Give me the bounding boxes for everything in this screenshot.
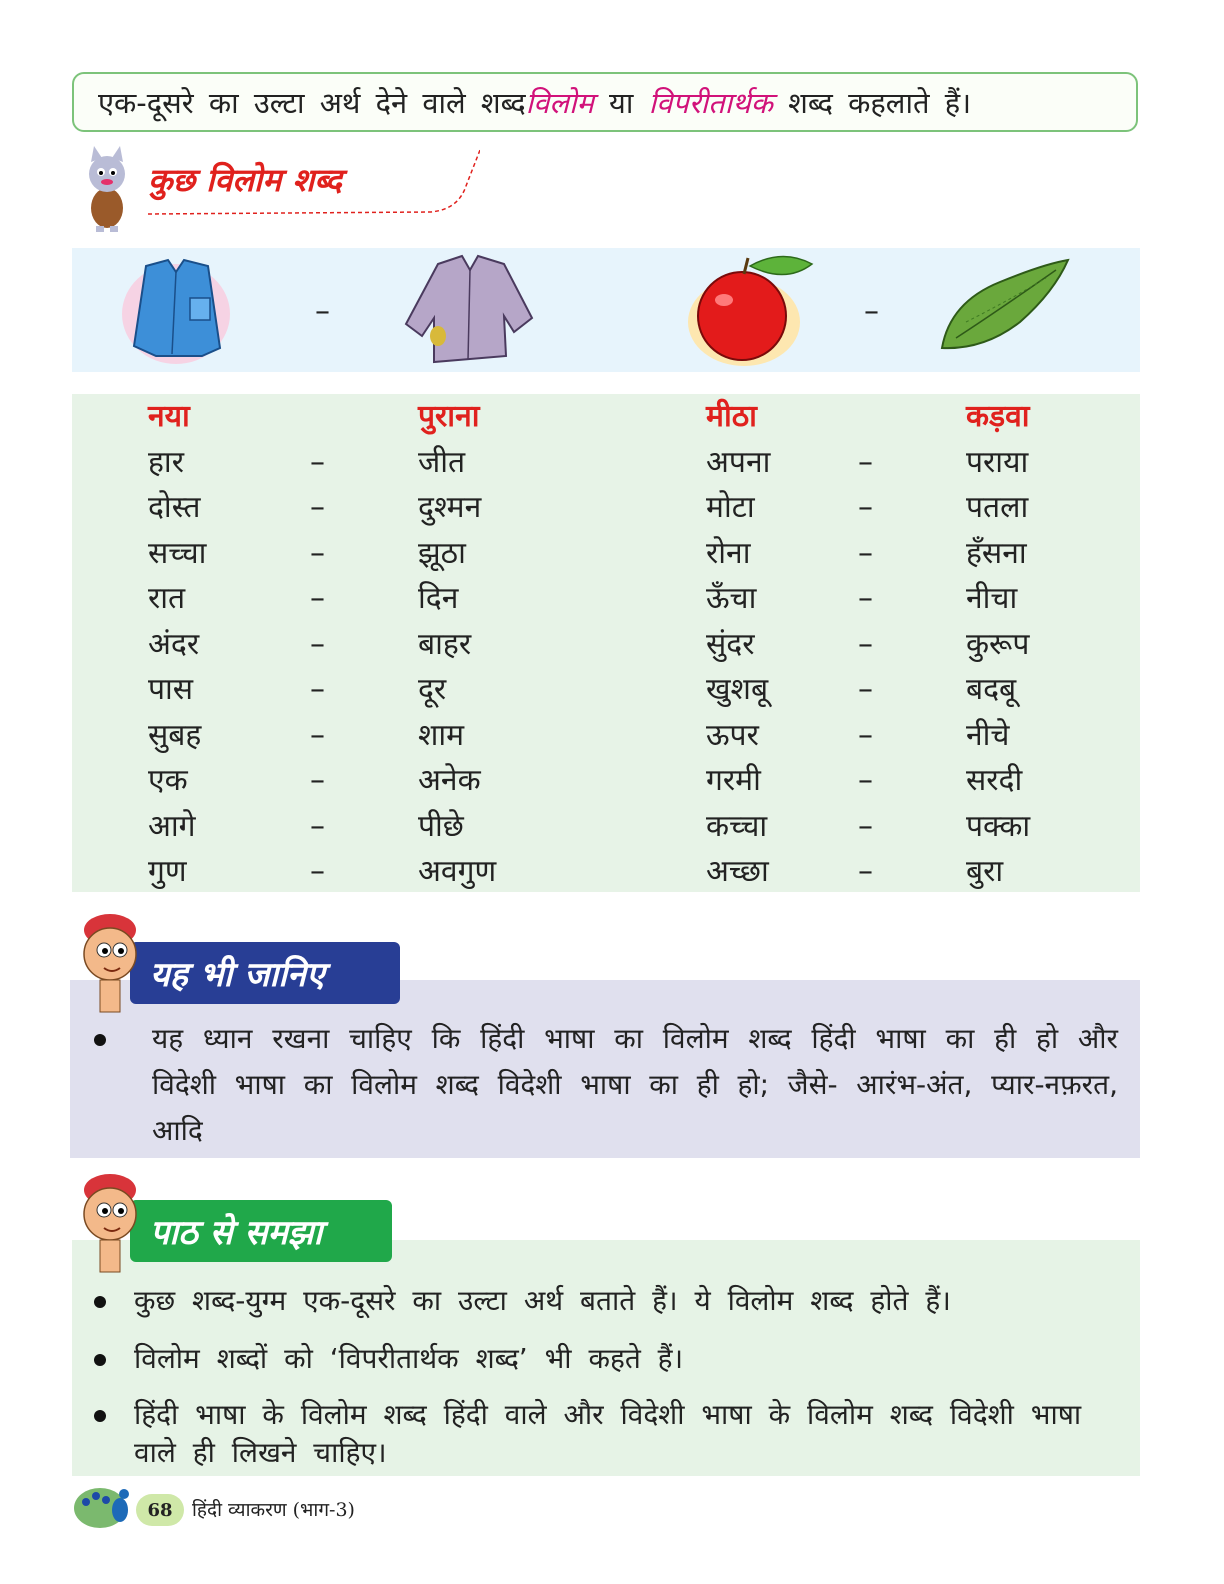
column-left-opposites xyxy=(418,394,496,895)
table-cell: दोस्त xyxy=(148,490,201,525)
dash: – xyxy=(858,444,873,480)
definition-text-1: एक-दूसरे का उल्टा अर्थ देने वाले शब्द xyxy=(98,85,526,120)
dash: – xyxy=(858,672,873,707)
table-cell: नीचे xyxy=(966,717,1010,753)
apple-image xyxy=(684,250,816,368)
table-cell: शाम xyxy=(418,717,465,753)
table-cell: बदबू xyxy=(966,672,1017,707)
dash: – xyxy=(858,490,873,525)
table-cell: पास xyxy=(148,672,194,707)
header-naya: नया xyxy=(148,399,190,434)
dash: – xyxy=(310,490,325,525)
dash: – xyxy=(310,444,325,480)
column-dashes-right xyxy=(858,440,873,895)
know-also-text: यह ध्यान रखना चाहिए कि हिंदी भाषा का विलोम शब्द हिंदी भाषा का ही हो और विदेशी भाषा का विलोम शब्द विदेशी भाषा का ही हो; जैसे- आरंभ-अंत, प्यार-नफ़रत, आदि xyxy=(152,1022,1118,1147)
dash: – xyxy=(858,808,873,844)
section-title: कुछ विलोम शब्द xyxy=(148,161,342,199)
table-cell: अच्छा xyxy=(706,854,769,889)
table-cell: दूर xyxy=(418,672,447,707)
bitter-gourd-image xyxy=(936,252,1076,360)
picture-dash-2: – xyxy=(864,294,879,329)
bullet-dot xyxy=(94,1410,106,1422)
dash: – xyxy=(310,808,325,844)
header-purana: पुराना xyxy=(418,399,480,434)
table-cell: झूठा xyxy=(418,535,466,571)
learned-item-2: विलोम शब्दों को ‘विपरीतार्थक शब्द’ भी कहते हैं। xyxy=(134,1342,684,1375)
know-also-title: यह भी जानिए xyxy=(130,942,400,1004)
dash: – xyxy=(310,854,325,889)
table-cell: अनेक xyxy=(418,763,481,798)
table-cell: पक्का xyxy=(966,808,1031,844)
table-cell: कुरूप xyxy=(966,626,1030,662)
dash: – xyxy=(858,717,873,753)
column-dashes-left xyxy=(310,440,325,895)
definition-box xyxy=(72,72,1138,132)
table-cell: सुबह xyxy=(148,717,202,753)
book-title: हिंदी व्याकरण (भाग-3) xyxy=(192,1499,355,1521)
new-shirt-image xyxy=(116,252,236,368)
dash: – xyxy=(310,763,325,798)
table-cell: बाहर xyxy=(418,626,472,662)
dash: – xyxy=(310,717,325,753)
page-number: 68 xyxy=(136,1494,184,1526)
term-vilom: विलोम xyxy=(525,85,594,120)
dash: – xyxy=(310,626,325,662)
column-right-words xyxy=(706,394,770,895)
column-right-opposites xyxy=(966,394,1030,895)
table-cell: सुंदर xyxy=(706,626,755,662)
boy-mascot-illustration xyxy=(70,910,150,1014)
bullet-dot xyxy=(94,1296,106,1308)
old-shirt-image xyxy=(404,252,536,368)
table-cell: कच्चा xyxy=(706,808,768,844)
table-cell: दुश्मन xyxy=(418,490,482,525)
table-cell: जीत xyxy=(418,444,466,480)
table-cell: पीछे xyxy=(418,808,464,844)
table-cell: गरमी xyxy=(706,763,761,798)
dash: – xyxy=(310,581,325,616)
table-cell: हार xyxy=(148,444,184,480)
boy-mascot-illustration-2 xyxy=(70,1170,150,1274)
dash: – xyxy=(858,854,873,889)
definition-text-3: शब्द कहलाते हैं। xyxy=(772,85,972,120)
table-cell: ऊपर xyxy=(706,717,759,753)
dash: – xyxy=(310,535,325,571)
table-cell: आगे xyxy=(148,808,196,844)
term-vipreetarthak: विपरीतार्थक xyxy=(648,85,773,120)
bullet-dot xyxy=(94,1034,106,1046)
table-cell: रात xyxy=(148,581,186,616)
table-cell: बुरा xyxy=(966,854,1004,889)
dash: – xyxy=(310,672,325,707)
table-cell: सच्चा xyxy=(148,535,207,571)
learned-item-1: कुछ शब्द-युग्म एक-दूसरे का उल्टा अर्थ बताते हैं। ये विलोम शब्द होते हैं। xyxy=(134,1284,951,1317)
table-cell: अपना xyxy=(706,444,771,480)
header-kadva: कड़वा xyxy=(966,399,1030,434)
dash: – xyxy=(858,581,873,616)
table-cell: सरदी xyxy=(966,763,1023,798)
table-cell: नीचा xyxy=(966,581,1018,616)
dash: – xyxy=(858,626,873,662)
table-cell: गुण xyxy=(148,854,187,889)
learned-item-3: हिंदी भाषा के विलोम शब्द हिंदी वाले और विदेशी भाषा के विलोम शब्द विदेशी भाषा वाले ही लिखने चाहिए। xyxy=(134,1398,1082,1469)
table-cell: ऊँचा xyxy=(706,581,757,616)
table-cell: अवगुण xyxy=(418,854,497,889)
dash: – xyxy=(858,535,873,571)
table-cell: पराया xyxy=(966,444,1029,480)
table-cell: रोना xyxy=(706,535,751,571)
column-left-words xyxy=(148,394,206,895)
table-cell: मोटा xyxy=(706,490,755,525)
table-cell: एक xyxy=(148,763,188,798)
table-cell: खुशबू xyxy=(706,672,769,707)
table-cell: दिन xyxy=(418,581,459,616)
table-cell: पतला xyxy=(966,490,1029,525)
table-cell: हँसना xyxy=(966,535,1027,571)
picture-dash-1: – xyxy=(315,294,330,329)
antonym-table xyxy=(72,394,1140,892)
peacock-icon xyxy=(72,1478,136,1534)
cat-mascot-illustration xyxy=(76,146,138,234)
heading-dashed-line xyxy=(140,146,480,216)
definition-text-2: या xyxy=(593,85,649,120)
learned-title: पाठ से समझा xyxy=(130,1200,392,1262)
bullet-dot xyxy=(94,1354,106,1366)
header-meetha: मीठा xyxy=(706,399,757,434)
table-cell: अंदर xyxy=(148,626,200,662)
dash: – xyxy=(858,763,873,798)
